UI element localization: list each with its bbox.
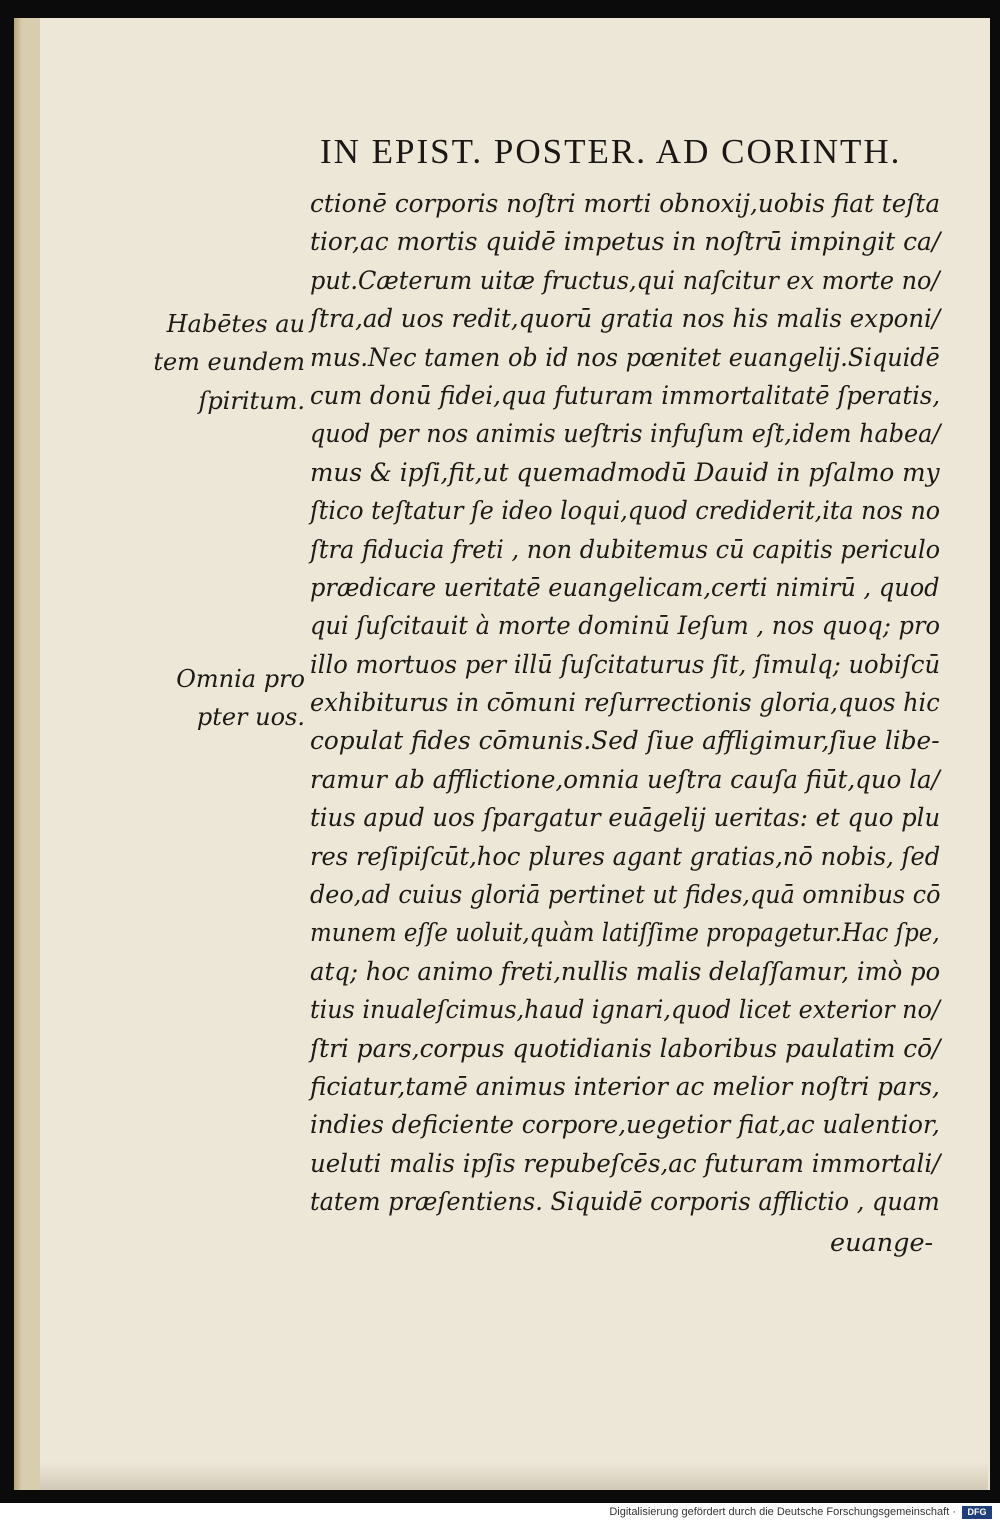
text-line: cum donū fidei,qua futuram immortalitatē ſperatis, — [310, 380, 941, 411]
margin-note-line: Omnia pro — [176, 665, 305, 693]
margin-note-line: pter uos. — [196, 703, 305, 732]
text-line: mus & ipſi,fit,ut quemadmodū Dauid in pſalmo my — [310, 457, 940, 488]
running-title: IN EPIST. POSTER. AD CORINTH. — [320, 132, 902, 171]
text-line: tior,ac mortis quidē impetus in noſtrū impingit ca/ — [310, 227, 941, 258]
text-line: copulat fides cōmunis.Sed ſiue affligimur,ſiue libe- — [310, 726, 940, 757]
text-line: indies deficiente corpore,uegetior fiat,ac ualentior, — [310, 1110, 940, 1141]
footer-credit: Digitalisierung gefördert durch die Deutsche Forschungsgemeinschaft · — [609, 1506, 956, 1518]
page-bottom-shadow — [40, 1462, 988, 1490]
text-line: ſtra fiducia freti , non dubitemus cū capitis periculo — [310, 534, 941, 565]
body-text — [310, 185, 950, 1222]
text-line: illo mortuos per illū ſuſcitaturus ſit, ſimulq; uobiſcū — [310, 649, 941, 680]
text-line: deo,ad cuius gloriā pertinet ut fides,quā omnibus cō — [310, 880, 941, 911]
text-line: prædicare ueritatē euangelicam,certi nimirū , quod — [310, 572, 940, 603]
text-line: qui ſuſcitauit à morte dominū Ieſum , nos quoq; pro — [310, 611, 941, 642]
text-line: ſtri pars,corpus quotidianis laboribus paulatim cō/ — [310, 1033, 941, 1064]
page-edge — [14, 18, 22, 1490]
text-line: ctionē corporis noſtri morti obnoxij,uobis fiat teſta — [310, 189, 941, 219]
text-line: ueluti malis ipſis repubeſcēs,ac futuram immortali/ — [310, 1148, 941, 1179]
text-line: mus.Nec tamen ob id nos pœnitet euangelij.Siquidē — [310, 342, 940, 373]
text-line: ramur ab afflictione,omnia ueſtra cauſa fiūt,quo la/ — [310, 764, 940, 795]
text-line: tius apud uos ſpargatur euāgelij ueritas: et quo plu — [310, 803, 941, 834]
text-line: ficiatur,tamē animus interior ac melior noſtri pars, — [310, 1071, 940, 1102]
margin-note-line: Habētes au — [166, 310, 305, 338]
text-line: quod per nos animis ueſtris infuſum eſt,idem habea/ — [310, 419, 941, 450]
text-line: put.Cæterum uitæ fructus,qui naſcitur ex morte no/ — [310, 265, 940, 296]
text-line: tius inualeſcimus,haud ignari,quod licet exterior no/ — [310, 995, 940, 1026]
text-line: res reſipiſcūt,hoc plures agant gratias,nō nobis, ſed — [310, 841, 941, 872]
text-line: ſtra,ad uos redit,quorū gratia nos his malis exponi/ — [310, 304, 941, 335]
margin-note-line: ſpiritum. — [198, 386, 305, 415]
catchword: euange- — [830, 1228, 934, 1258]
margin-note-habentes — [150, 305, 305, 420]
text-line: tatem præſentiens. Siquidē corporis afflictio , quam — [310, 1187, 940, 1218]
footer-bar — [0, 1503, 1000, 1524]
text-line: exhibiturus in cōmuni reſurrectionis gloria,quos hic — [310, 688, 940, 719]
text-line: atq; hoc animo freti,nullis malis delaſſamur, imò po — [310, 956, 941, 987]
text-line: ſtico teſtatur ſe ideo loqui,quod crediderit,ita nos no — [310, 496, 941, 527]
text-line: munem eſſe uoluit,quàm latiſſime propagetur.Hac ſpe, — [310, 918, 940, 949]
margin-note-omnia — [150, 660, 305, 737]
margin-note-line: tem eundem — [153, 348, 305, 377]
dfg-logo-icon: DFG — [962, 1506, 992, 1519]
